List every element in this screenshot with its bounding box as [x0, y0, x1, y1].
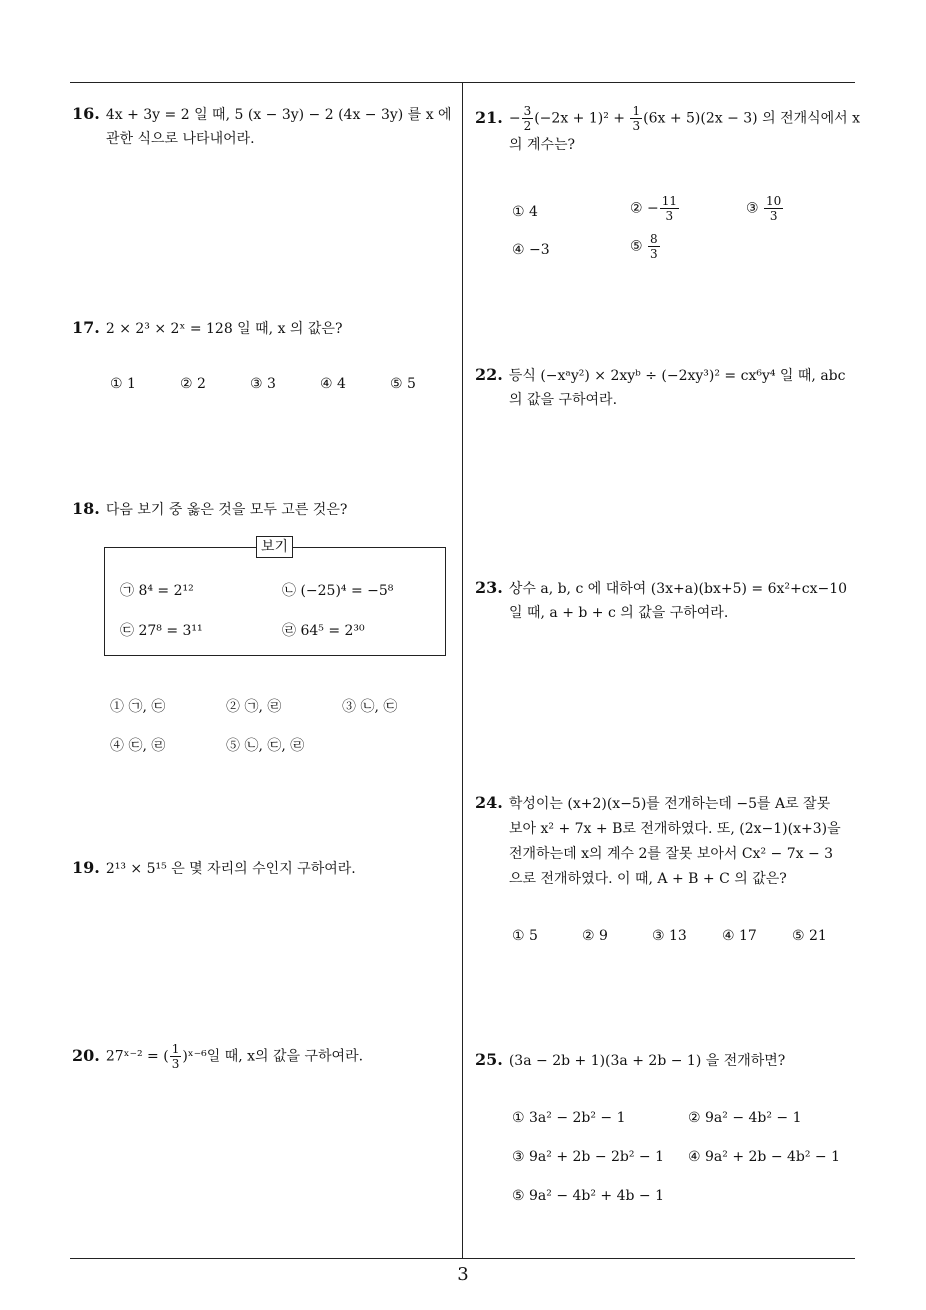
question-text-cont: (6x + 5)(2x − 3) 의 전개식에서 x	[643, 110, 861, 127]
question-21: 21. − $\frac{3}{2}$ (−2x + 1)² + $\frac{1}{3}$ (6x + 5)(2x − 3) 의 전개식에서 x 의 계수는?	[475, 104, 860, 157]
fraction-denominator: 3	[171, 1057, 180, 1071]
question-17	[72, 316, 457, 341]
question-number: 21.	[475, 107, 503, 127]
question-number: 16.	[72, 104, 100, 123]
question-number: 18.	[72, 499, 100, 518]
fraction-numerator: 1	[632, 104, 641, 118]
question-20	[72, 1042, 457, 1071]
fraction-numerator: 8	[650, 232, 658, 246]
example-item-1: ㉠ 8⁴ = 2¹²	[120, 583, 194, 599]
choice-label: ② −	[630, 200, 659, 217]
example-item-4: ㉣ 64⁵ = 2³⁰	[282, 623, 365, 639]
question-number: 25.	[475, 1050, 503, 1069]
choice-3[interactable]: ③ 13	[652, 928, 687, 944]
choice-label: ⑤	[630, 238, 643, 255]
fraction	[170, 1042, 182, 1071]
choice-1[interactable]: ① 3a² − 2b² − 1	[512, 1110, 626, 1126]
fraction-denominator: 3	[769, 209, 778, 223]
question-text-line2: 관한 식으로 나타내어라.	[106, 131, 255, 147]
fraction-numerator: 3	[523, 104, 532, 118]
choice-5[interactable]: ⑤ ㉡, ㉢, ㉣	[226, 738, 305, 754]
choice-4[interactable]: ④ ㉢, ㉣	[110, 738, 166, 754]
example-box-title: 보기	[256, 536, 293, 558]
choice-5[interactable]	[630, 232, 661, 261]
question-text: 등식 (−xᵃy²) × 2xyᵇ ÷ (−2xy³)² = cx⁶y⁴ 일 때, abc	[508, 368, 846, 384]
question-number: 24.	[475, 793, 503, 812]
choice-5[interactable]: ⑤ 9a² − 4b² + 4b − 1	[512, 1188, 665, 1204]
choice-4[interactable]: ④ 9a² + 2b − 4b² − 1	[688, 1149, 841, 1165]
fraction	[648, 232, 660, 261]
choice-4[interactable]: ④ −3	[512, 242, 550, 258]
bottom-rule	[70, 1258, 855, 1259]
question-16	[72, 102, 457, 151]
fraction-denominator: 3	[650, 247, 658, 261]
choice-3[interactable]: ③ 9a² + 2b − 2b² − 1	[512, 1149, 665, 1165]
page-number: 3	[457, 1264, 469, 1285]
choice-3[interactable]: ③ ㉡, ㉢	[342, 699, 398, 715]
question-text: 다음 보기 중 옳은 것을 모두 고른 것은?	[105, 502, 348, 518]
fraction-numerator: 10	[766, 194, 782, 208]
question-text: 상수 a, b, c 에 대하여 (3x+a)(bx+5) = 6x²+cx−10	[508, 581, 848, 597]
question-23	[475, 576, 860, 625]
column-divider	[462, 82, 463, 1259]
choice-1[interactable]: ① ㉠, ㉢	[110, 699, 166, 715]
choice-2[interactable]	[630, 194, 680, 223]
question-text: 4x + 3y = 2 일 때, 5 (x − 3y) − 2 (4x − 3y) 를 x 에	[105, 107, 452, 123]
question-text: 2 × 2³ × 2ˣ = 128 일 때, x 의 값은?	[105, 321, 343, 337]
question-22	[475, 363, 860, 412]
question-text: 학성이는 (x+2)(x−5)를 전개하는데 −5를 A로 잘못	[508, 796, 831, 812]
question-number: 17.	[72, 318, 100, 337]
question-text-line3: 전개하는데 x의 계수 2를 잘못 보아서 Cx² − 7x − 3	[509, 846, 834, 862]
fraction-numerator: 1	[171, 1042, 180, 1056]
choice-3[interactable]: ③ 3	[250, 376, 276, 392]
question-number: 19.	[72, 858, 100, 877]
question-text-pre: 27ˣ⁻² = (	[105, 1048, 169, 1065]
fraction	[630, 104, 642, 133]
choice-4[interactable]: ④ 17	[722, 928, 757, 944]
example-item-2: ㉡ (−25)⁴ = −5⁸	[282, 583, 394, 599]
question-text-post: )ˣ⁻⁶일 때, x의 값을 구하여라.	[182, 1048, 364, 1065]
fraction	[522, 104, 534, 133]
question-text-line2: 보아 x² + 7x + B로 전개하였다. 또, (2x−1)(x+3)을	[509, 821, 841, 837]
question-number: 20.	[72, 1045, 100, 1065]
question-number: 23.	[475, 578, 503, 597]
choice-2[interactable]: ② 9a² − 4b² − 1	[688, 1110, 802, 1126]
question-19	[72, 856, 457, 881]
choice-3[interactable]	[746, 194, 784, 223]
choice-1[interactable]: ① 1	[110, 376, 136, 392]
question-text-line2: 의 계수는?	[509, 137, 576, 153]
choice-5[interactable]: ⑤ 5	[390, 376, 416, 392]
question-text: (−2x + 1)² +	[534, 110, 630, 127]
choice-2[interactable]: ② 2	[180, 376, 206, 392]
question-text: (3a − 2b + 1)(3a + 2b − 1) 을 전개하면?	[508, 1053, 786, 1069]
question-text: 2¹³ × 5¹⁵ 은 몇 자리의 수인지 구하여라.	[105, 861, 356, 877]
choice-label: ③	[746, 200, 759, 217]
fraction	[764, 194, 783, 223]
fraction-denominator: 3	[632, 119, 641, 133]
question-24	[475, 790, 860, 892]
question-text-line4: 으로 전개하였다. 이 때, A + B + C 의 값은?	[509, 871, 787, 887]
fraction	[660, 194, 679, 223]
choice-2[interactable]: ② 9	[582, 928, 608, 944]
question-number: 22.	[475, 365, 503, 384]
choice-1[interactable]: ① 4	[512, 204, 538, 220]
choice-2[interactable]: ② ㉠, ㉣	[226, 699, 282, 715]
fraction-numerator: 11	[661, 194, 678, 208]
fraction-denominator: 2	[523, 119, 532, 133]
fraction-denominator: 3	[665, 209, 674, 223]
question-text-line2: 일 때, a + b + c 의 값을 구하여라.	[509, 605, 729, 621]
example-item-3: ㉢ 27⁸ = 3¹¹	[120, 623, 203, 639]
question-text-line2: 의 값을 구하여라.	[509, 392, 618, 408]
choice-4[interactable]: ④ 4	[320, 376, 346, 392]
question-18	[72, 497, 457, 522]
choice-5[interactable]: ⑤ 21	[792, 928, 827, 944]
choice-1[interactable]: ① 5	[512, 928, 538, 944]
question-25	[475, 1048, 860, 1073]
